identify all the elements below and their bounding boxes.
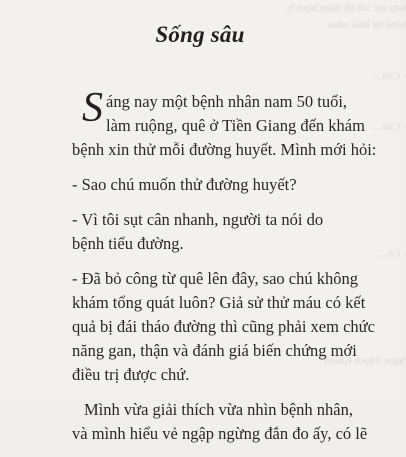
show-through-line: hợp sức với tất thảm bệnh lý bbox=[285, 3, 406, 14]
body-text bbox=[72, 85, 382, 457]
text-line: bệnh xin thử mỗi đường huyết. Mình mới hỏi: bbox=[72, 140, 377, 159]
drop-cap-letter: S bbox=[82, 85, 103, 131]
text-line: Mình vừa giải thích vừa nhìn bệnh nhân, bbox=[84, 400, 354, 419]
chapter-title: Sống sâu bbox=[155, 22, 245, 47]
show-through-line: - Cô ... bbox=[377, 249, 406, 260]
text-line: - Đã bỏ công từ quê lên đây, sao chú không bbox=[72, 269, 359, 288]
text-line: làm ruộng, quê ở Tiền Giang đến khám bbox=[106, 116, 365, 135]
text-line: áng nay một bệnh nhân nam 50 tuổi, bbox=[106, 92, 348, 111]
show-through-line: Ngọc Thạch Khánh bbox=[323, 356, 406, 367]
show-through-line: bệnh tật khác nhau bbox=[326, 20, 406, 31]
paragraph-4 bbox=[72, 267, 382, 387]
text-line: điều trị được chứ. bbox=[72, 365, 190, 384]
paragraph-2 bbox=[72, 173, 382, 197]
text-line: và mình hiểu vẻ ngập ngừng đắn đo ấy, có lẽ bbox=[72, 424, 368, 443]
paragraph-3 bbox=[72, 208, 382, 256]
paragraph-1 bbox=[72, 85, 382, 162]
show-through-line: - Chú ... bbox=[371, 122, 406, 133]
text-line: - Sao chú muốn thử đường huyết? bbox=[72, 175, 297, 194]
text-line: - Vì tôi sụt cân nhanh, người ta nói do bbox=[72, 210, 324, 229]
text-line: khám tổng quát luôn? Giả sử thử máu có kết bbox=[72, 293, 366, 312]
text-line: bệnh tiểu đường. bbox=[72, 234, 184, 253]
text-line: năng gan, thận và đánh giá biến chứng mới bbox=[72, 341, 357, 360]
paragraph-5 bbox=[72, 398, 382, 446]
show-through-line: - Chú ... bbox=[371, 71, 406, 82]
text-line: quả bị đái tháo đường thì cũng phải xem chức bbox=[72, 317, 375, 336]
